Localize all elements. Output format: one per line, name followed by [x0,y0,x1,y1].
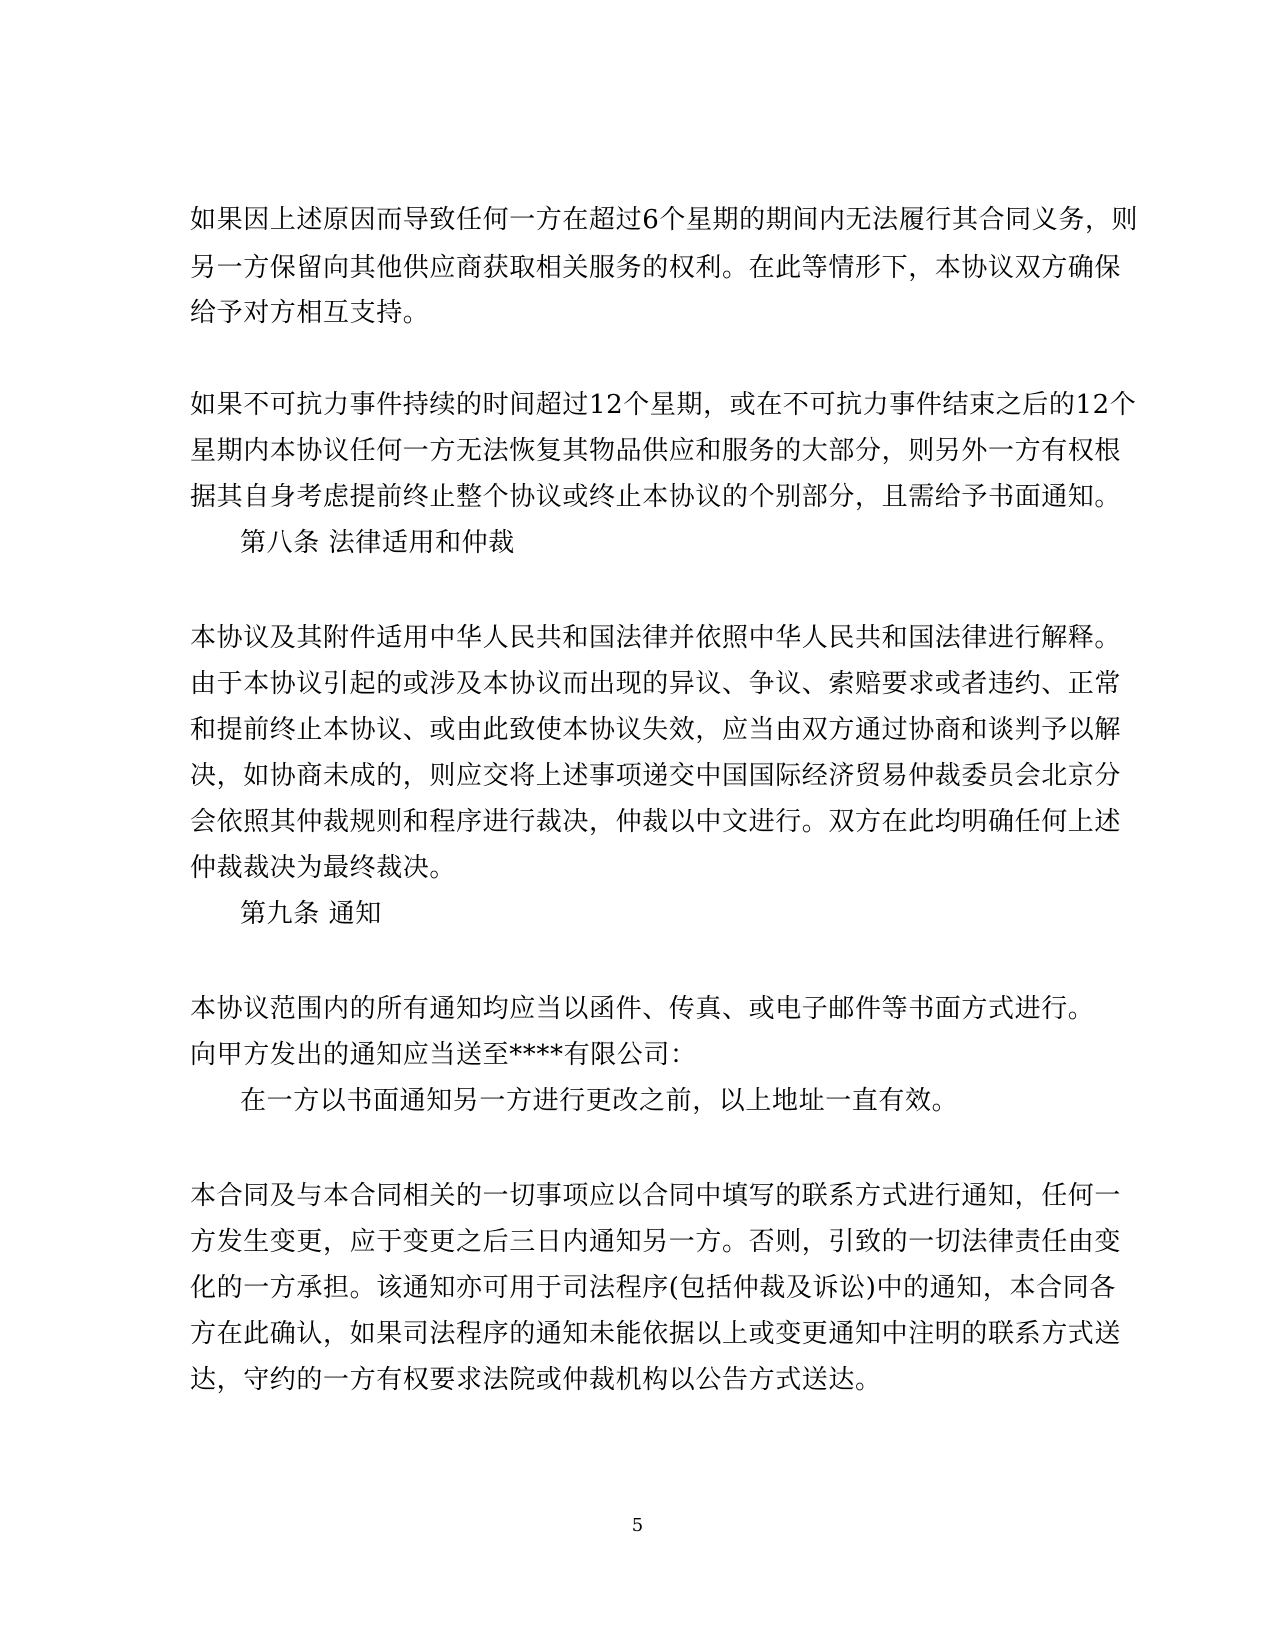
paragraph-line: 化的一方承担。该通知亦可用于司法程序(包括仲裁及诉讼)中的通知，本合同各 [190,1273,1116,1303]
paragraph-line: 方在此确认，如果司法程序的通知未能依据以上或变更通知中注明的联系方式送 [190,1319,1122,1349]
paragraph-line: 本合同及与本合同相关的一切事项应以合同中填写的联系方式进行通知，任何一 [190,1181,1122,1211]
paragraph-line: 方发生变更，应于变更之后三日内通知另一方。否则，引致的一切法律责任由变 [190,1227,1122,1257]
paragraph-line: 和提前终止本协议、或由此致使本协议失效，应当由双方通过协商和谈判予以解 [190,715,1122,745]
paragraph-line: 本协议范围内的所有通知均应当以函件、传真、或电子邮件等书面方式进行。 [190,994,1095,1024]
paragraph-line: 星期内本协议任何一方无法恢复其物品供应和服务的大部分，则另外一方有权根 [190,436,1122,466]
paragraph-line: 本协议及其附件适用中华人民共和国法律并依照中华人民共和国法律进行解释。 [190,623,1122,653]
paragraph-line: 给予对方相互支持。 [190,298,430,328]
page-number: 5 [631,1515,644,1536]
paragraph-line: 仲裁裁决为最终裁决。 [190,853,457,883]
paragraph-line: 决，如协商未成的，则应交将上述事项递交中国国际经济贸易仲裁委员会北京分 [190,761,1122,791]
paragraph-line: 达，守约的一方有权要求法院或仲裁机构以公告方式送达。 [190,1365,882,1395]
paragraph-line: 向甲方发出的通知应当送至****有限公司： [190,1040,697,1070]
paragraph-line: 如果不可抗力事件持续的时间超过12个星期，或在不可抗力事件结束之后的12个 [190,390,1137,420]
article-heading-8: 第八条 法律适用和仲裁 [240,528,515,558]
paragraph-line: 会依照其仲裁规则和程序进行裁决，仲裁以中文进行。双方在此均明确任何上述 [190,807,1122,837]
paragraph-line: 如果因上述原因而导致任何一方在超过6个星期的期间内无法履行其合同义务，则 [190,205,1139,235]
paragraph-line: 由于本协议引起的或涉及本协议而出现的异议、争议、索赔要求或者违约、正常 [190,669,1122,699]
paragraph-line: 另一方保留向其他供应商获取相关服务的权利。在此等情形下，本协议双方确保 [190,253,1122,283]
article-heading-9: 第九条 通知 [240,899,382,929]
paragraph-line: 据其自身考虑提前终止整个协议或终止本协议的个别部分，且需给予书面通知。 [190,482,1122,512]
paragraph-line: 在一方以书面通知另一方进行更改之前，以上地址一直有效。 [240,1086,959,1116]
